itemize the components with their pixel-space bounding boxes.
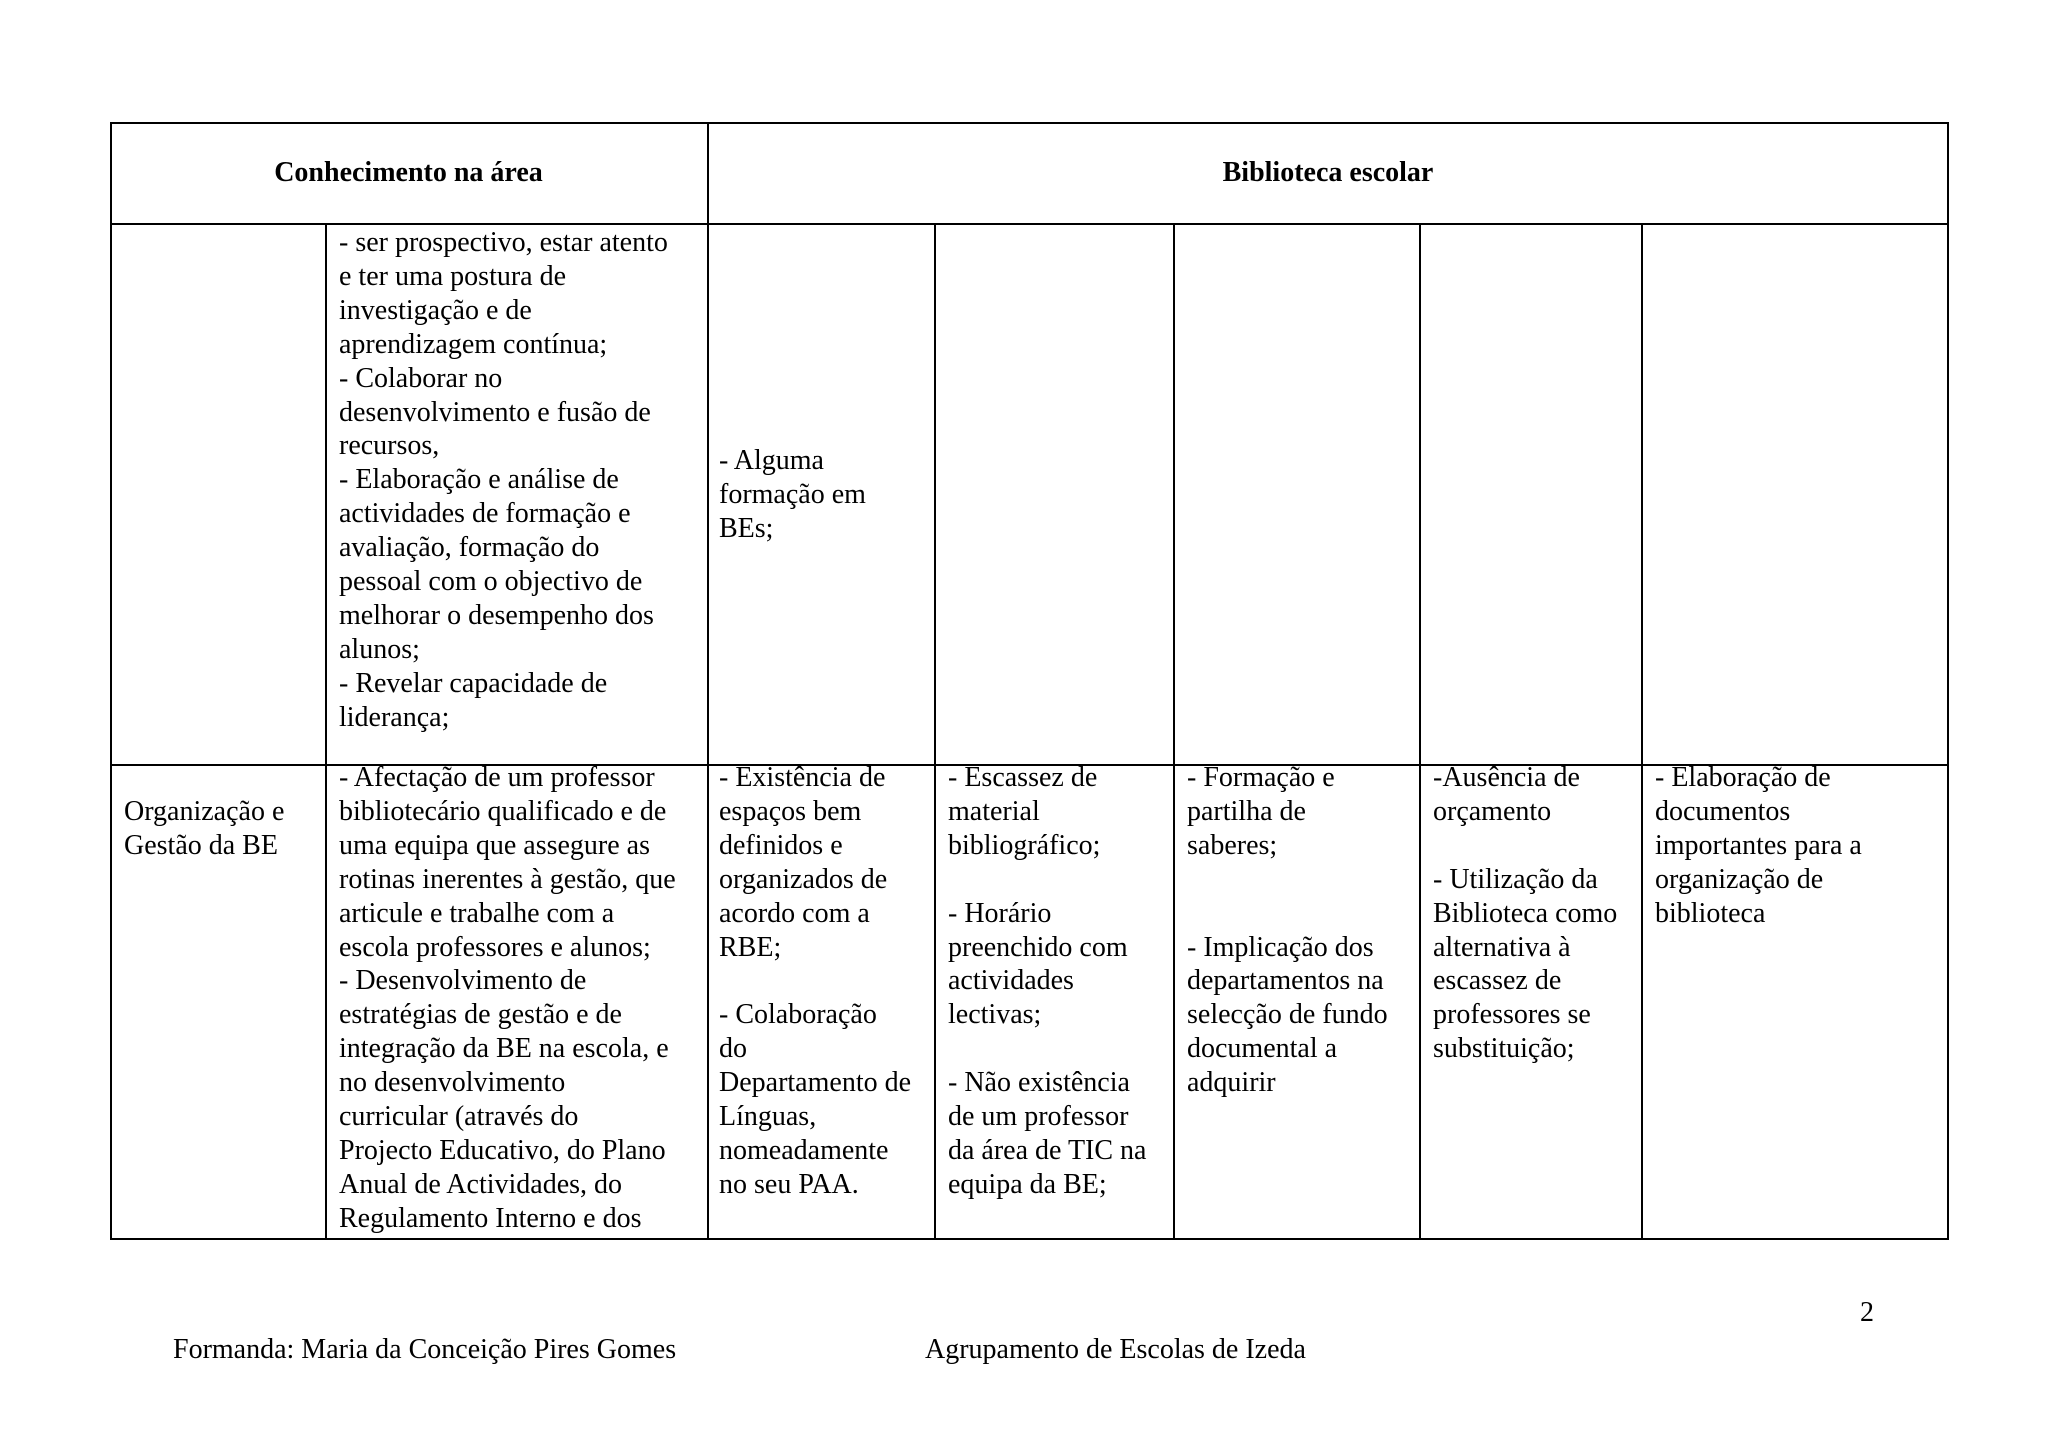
column-divider-3 <box>934 223 936 1240</box>
row1-pontos-fortes: - Alguma formação em BEs; <box>719 445 866 544</box>
row2-pontos-fracos: - Escassez de material bibliográfico; - Horário preenchido com actividades lectivas; - Não existência de um professor da área de TIC na equipa da BE; <box>948 762 1147 1200</box>
header-biblioteca-escolar: Biblioteca escolar <box>1222 157 1434 188</box>
row2-constrangimentos: -Ausência de orçamento - Utilização da Biblioteca como alternativa à escassez de professores se substituição; <box>1433 762 1618 1065</box>
footer-author: Formanda: Maria da Conceição Pires Gomes <box>173 1334 677 1365</box>
page-number: 2 <box>1860 1297 1874 1328</box>
column-divider-1 <box>325 223 327 1240</box>
row2-pontos-fortes: - Existência de espaços bem definidos e organizados de acordo com a RBE; - Colaboração do Departamento de Línguas, nomeadamente no seu PAA. <box>719 762 912 1200</box>
table-border-top <box>110 122 1949 124</box>
row1-competencias: - ser prospectivo, estar atento e ter uma postura de investigação e de aprendizagem contínua; - Colaborar no desenvolvimento e fusão de recursos, - Elaboração e análise de actividades de formação e avaliação, formação do pessoal com o objectivo de melhorar o desempenho dos alunos; - Revelar capacidade de liderança; <box>339 227 668 733</box>
row2-competencias: - Afectação de um professor bibliotecário qualificado e de uma equipa que assegure as rotinas inerentes à gestão, que articule e trabalhe com a escola professores e alunos; - Desenvolvimento de estratégias de gestão e de integração da BE na escola, e no desenvolvimento curricular (através do Projecto Educativo, do Plano Anual de Actividades, do Regulamento Interno e dos <box>339 762 676 1234</box>
document-table <box>110 122 1949 1240</box>
row2-accoes: - Elaboração de documentos importantes para a organização de biblioteca <box>1655 762 1862 929</box>
table-border-left <box>110 122 112 1240</box>
header-conhecimento-na-area: Conhecimento na área <box>274 157 543 188</box>
column-divider-6 <box>1641 223 1643 1240</box>
footer-organization: Agrupamento de Escolas de Izeda <box>925 1334 1306 1365</box>
column-divider-5 <box>1419 223 1421 1240</box>
row2-oportunidades: - Formação e partilha de saberes; - Implicação dos departamentos na selecção de fundo documental a adquirir <box>1187 762 1388 1099</box>
table-border-right <box>1947 122 1949 1240</box>
header-divider <box>110 223 1949 225</box>
row2-label: Organização e Gestão da BE <box>124 796 285 861</box>
column-divider-2 <box>707 122 709 1240</box>
table-border-bottom <box>110 1238 1949 1240</box>
column-divider-4 <box>1173 223 1175 1240</box>
